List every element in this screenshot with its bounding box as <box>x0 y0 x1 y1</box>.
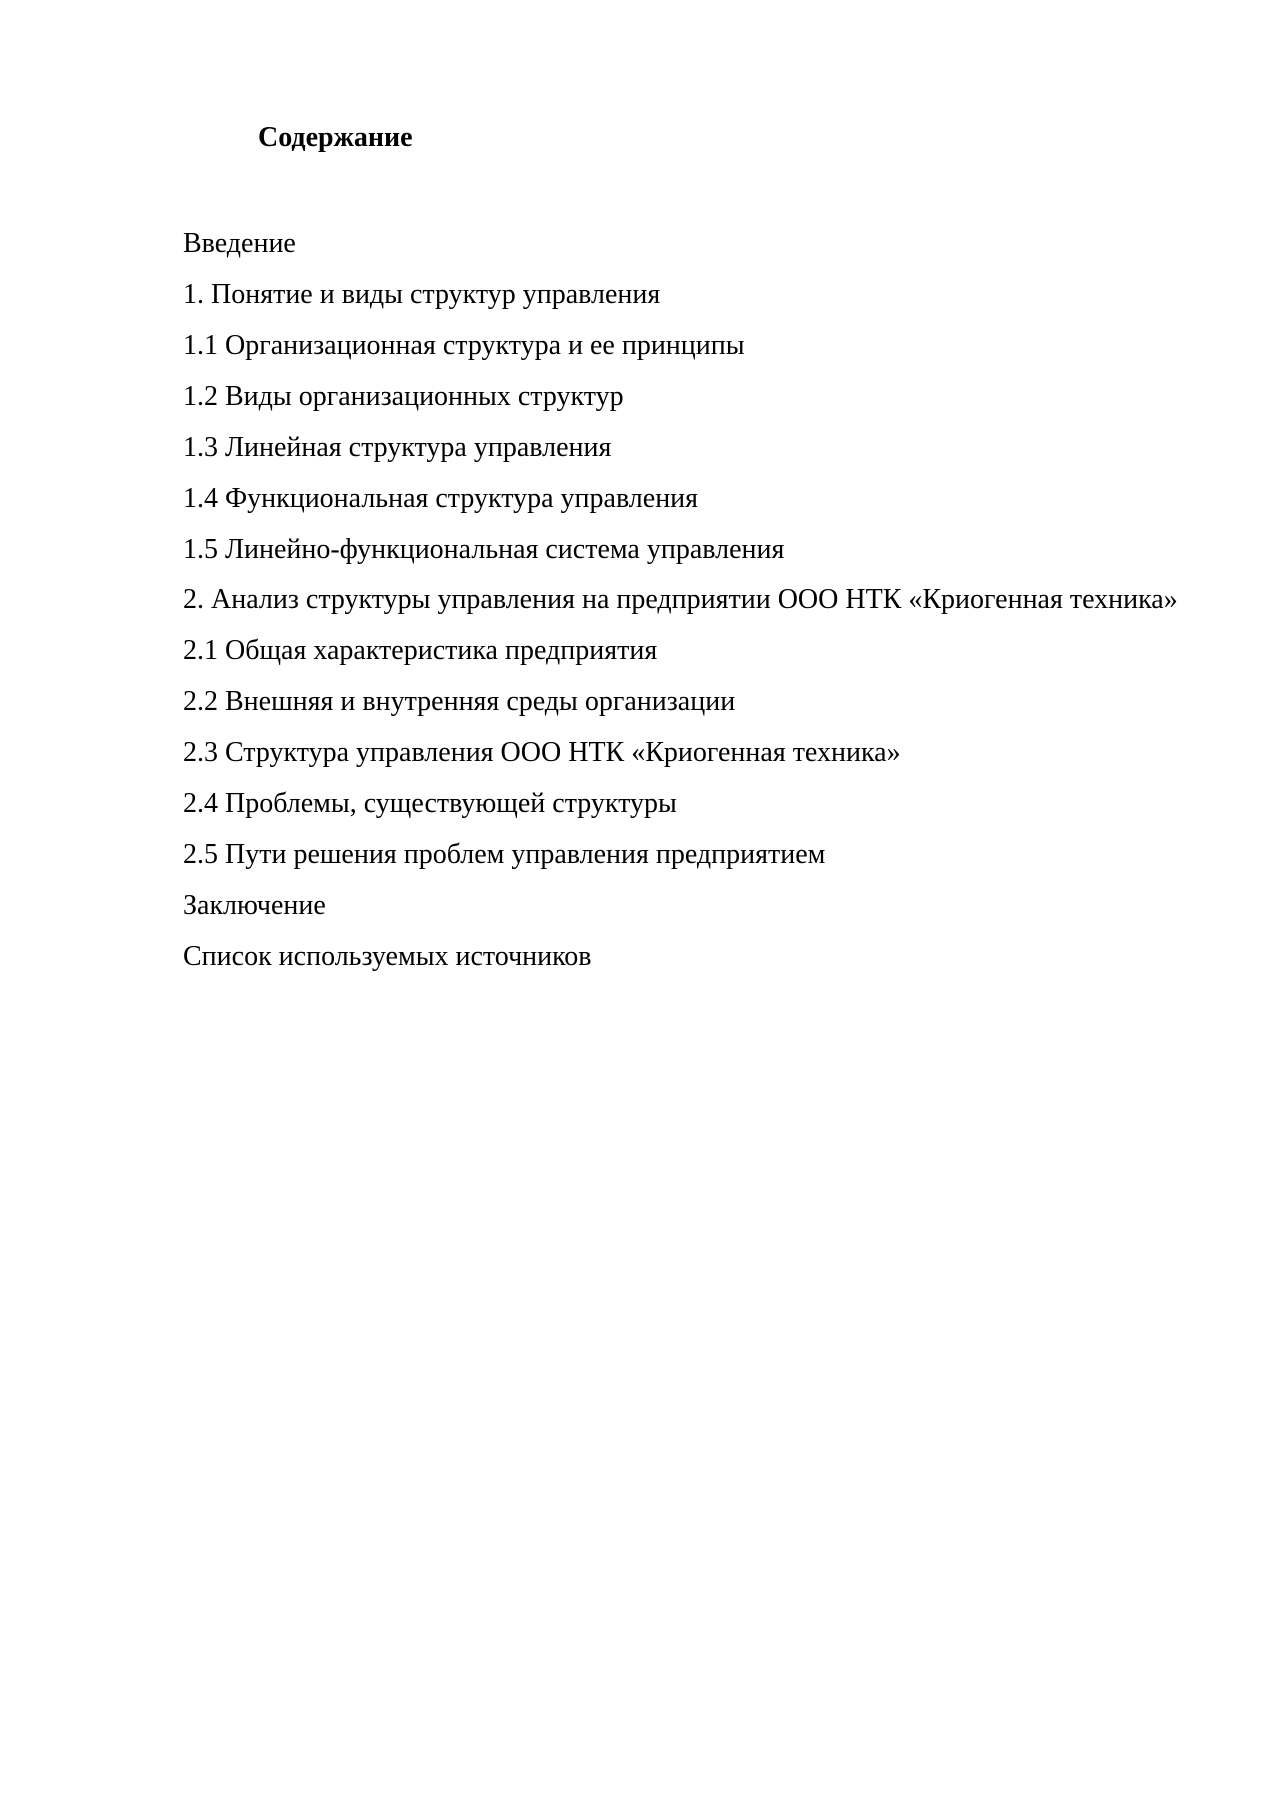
toc-entry-chapter-2[interactable]: 2. Анализ структуры управления на предприятии ООО НТК «Криогенная техника» <box>183 584 1178 615</box>
table-of-contents <box>183 218 1195 982</box>
toc-entry-section-1-1[interactable]: 1.1 Организационная структура и ее принципы <box>183 330 745 361</box>
toc-entry-conclusion[interactable]: Заключение <box>183 890 326 921</box>
toc-entry-section-2-5[interactable]: 2.5 Пути решения проблем управления предприятием <box>183 839 826 870</box>
toc-entry-section-2-4[interactable]: 2.4 Проблемы, существующей структуры <box>183 788 677 819</box>
toc-entry-introduction[interactable]: Введение <box>183 228 296 259</box>
toc-entry-section-1-5[interactable]: 1.5 Линейно-функциональная система управления <box>183 534 785 565</box>
toc-entry-section-2-3[interactable]: 2.3 Структура управления ООО НТК «Криогенная техника» <box>183 737 901 768</box>
toc-entry-chapter-1[interactable]: 1. Понятие и виды структур управления <box>183 279 661 310</box>
toc-entry-section-1-4[interactable]: 1.4 Функциональная структура управления <box>183 483 699 514</box>
toc-entry-section-1-2[interactable]: 1.2 Виды организационных структур <box>183 381 624 412</box>
toc-entry-section-2-2[interactable]: 2.2 Внешняя и внутренняя среды организации <box>183 686 736 717</box>
toc-entry-section-2-1[interactable]: 2.1 Общая характеристика предприятия <box>183 635 658 666</box>
toc-entry-section-1-3[interactable]: 1.3 Линейная структура управления <box>183 432 612 463</box>
toc-entry-references[interactable]: Список используемых источников <box>183 941 592 972</box>
page-title: Содержание <box>258 122 413 153</box>
